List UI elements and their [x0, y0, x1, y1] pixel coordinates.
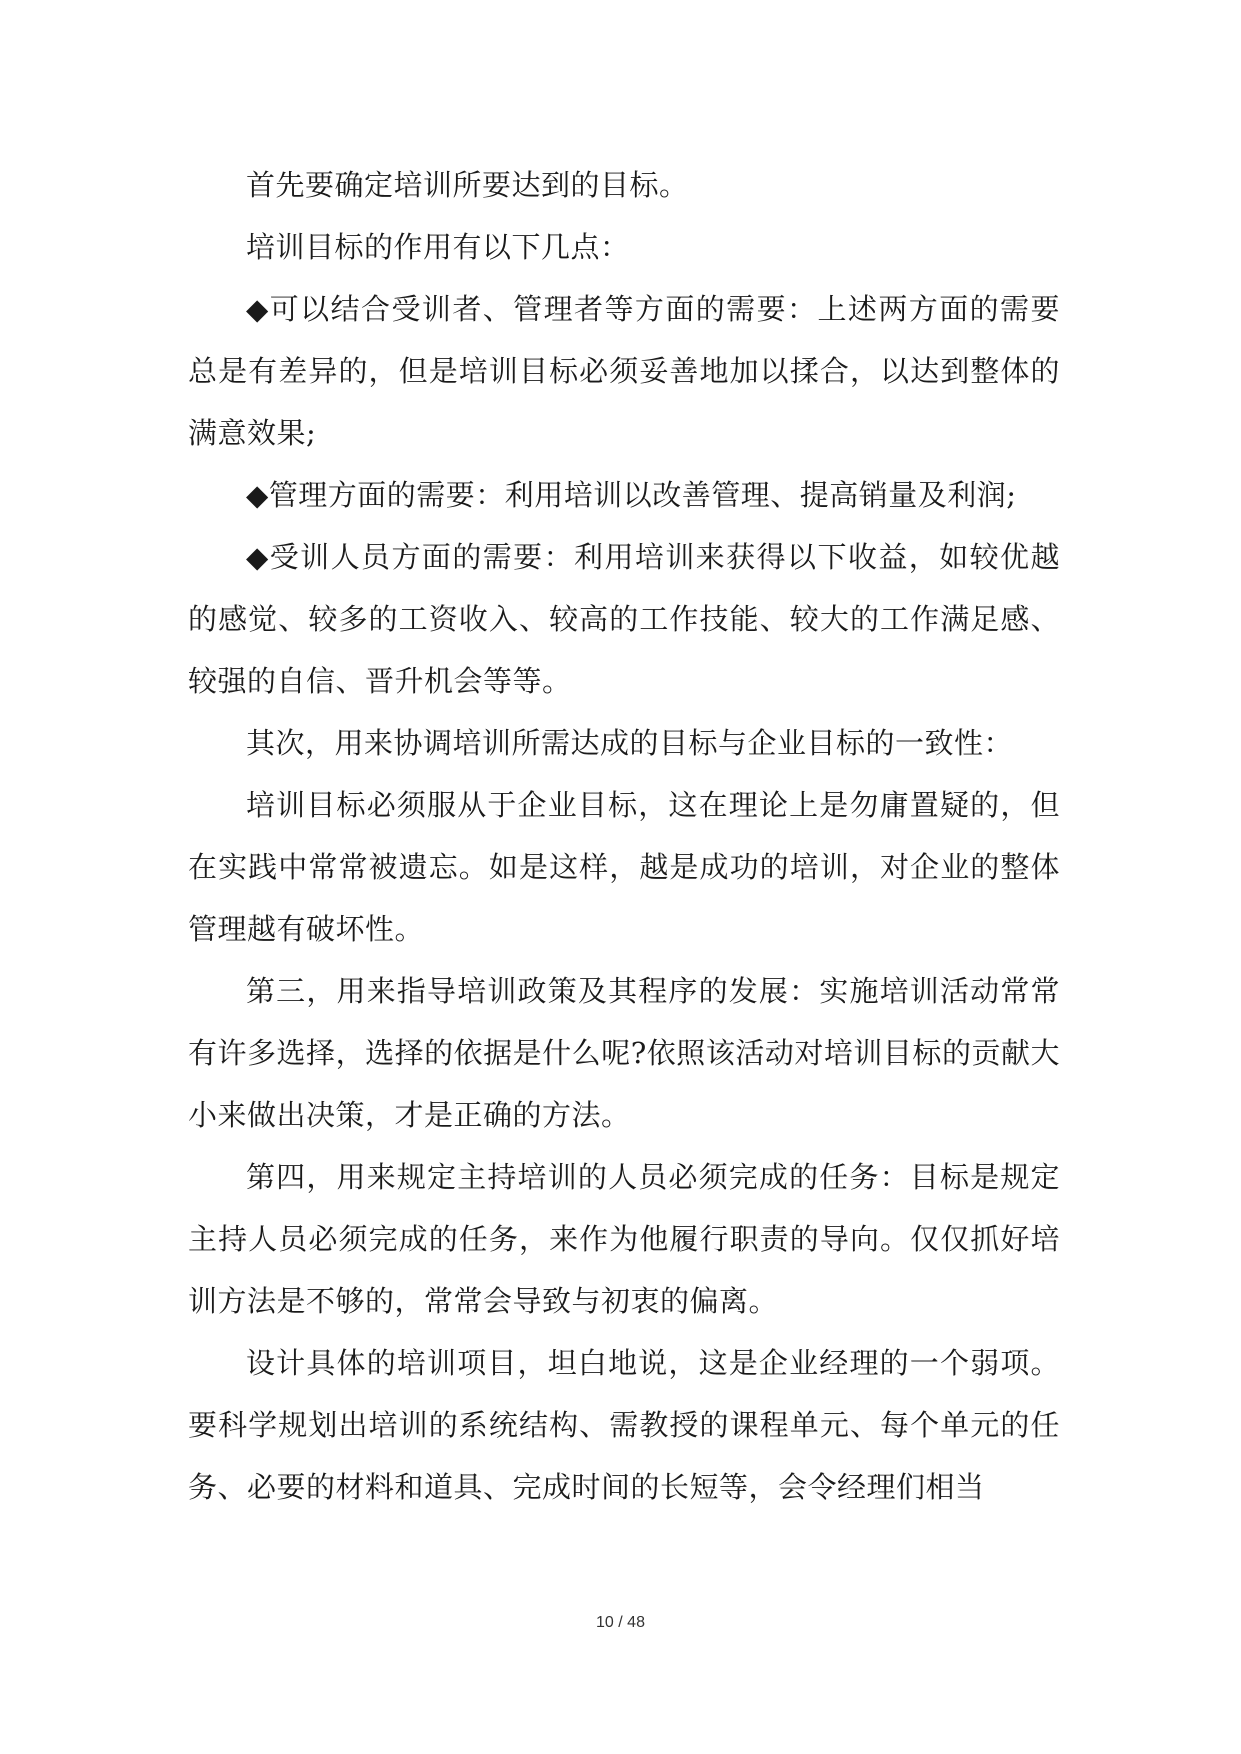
paragraph: 首先要确定培训所要达到的目标。 [246, 168, 689, 202]
paragraph: ◆受训人员方面的需要：利用培训来获得以下收益，如较优越的感觉、较多的工资收入、较高的工作技能、较大的工作满足感、较强的自信、晋升机会等等。 [188, 540, 1060, 698]
paragraph: 第四，用来规定主持培训的人员必须完成的任务：目标是规定主持人员必须完成的任务，来作为他履行职责的导向。仅仅抓好培训方法是不够的，常常会导致与初衷的偏离。 [188, 1160, 1060, 1318]
paragraph: 第三，用来指导培训政策及其程序的发展：实施培训活动常常有许多选择，选择的依据是什么呢?依照该活动对培训目标的贡献大小来做出决策，才是正确的方法。 [188, 974, 1060, 1132]
document-body [188, 154, 1060, 1518]
paragraph: ◆可以结合受训者、管理者等方面的需要：上述两方面的需要总是有差异的，但是培训目标必须妥善地加以揉合，以达到整体的满意效果; [188, 292, 1060, 450]
paragraph: 培训目标必须服从于企业目标，这在理论上是勿庸置疑的，但在实践中常常被遗忘。如是这样，越是成功的培训，对企业的整体管理越有破坏性。 [188, 788, 1060, 946]
paragraph: ◆管理方面的需要：利用培训以改善管理、提高销量及利润; [246, 478, 1017, 512]
paragraph: 其次，用来协调培训所需达成的目标与企业目标的一致性： [246, 726, 1014, 760]
paragraph: 培训目标的作用有以下几点： [246, 230, 630, 264]
page-number: 10 / 48 [596, 1614, 645, 1631]
paragraph: 设计具体的培训项目，坦白地说，这是企业经理的一个弱项。要科学规划出培训的系统结构、需教授的课程单元、每个单元的任务、必要的材料和道具、完成时间的长短等，会令经理们相当 [188, 1346, 1060, 1504]
